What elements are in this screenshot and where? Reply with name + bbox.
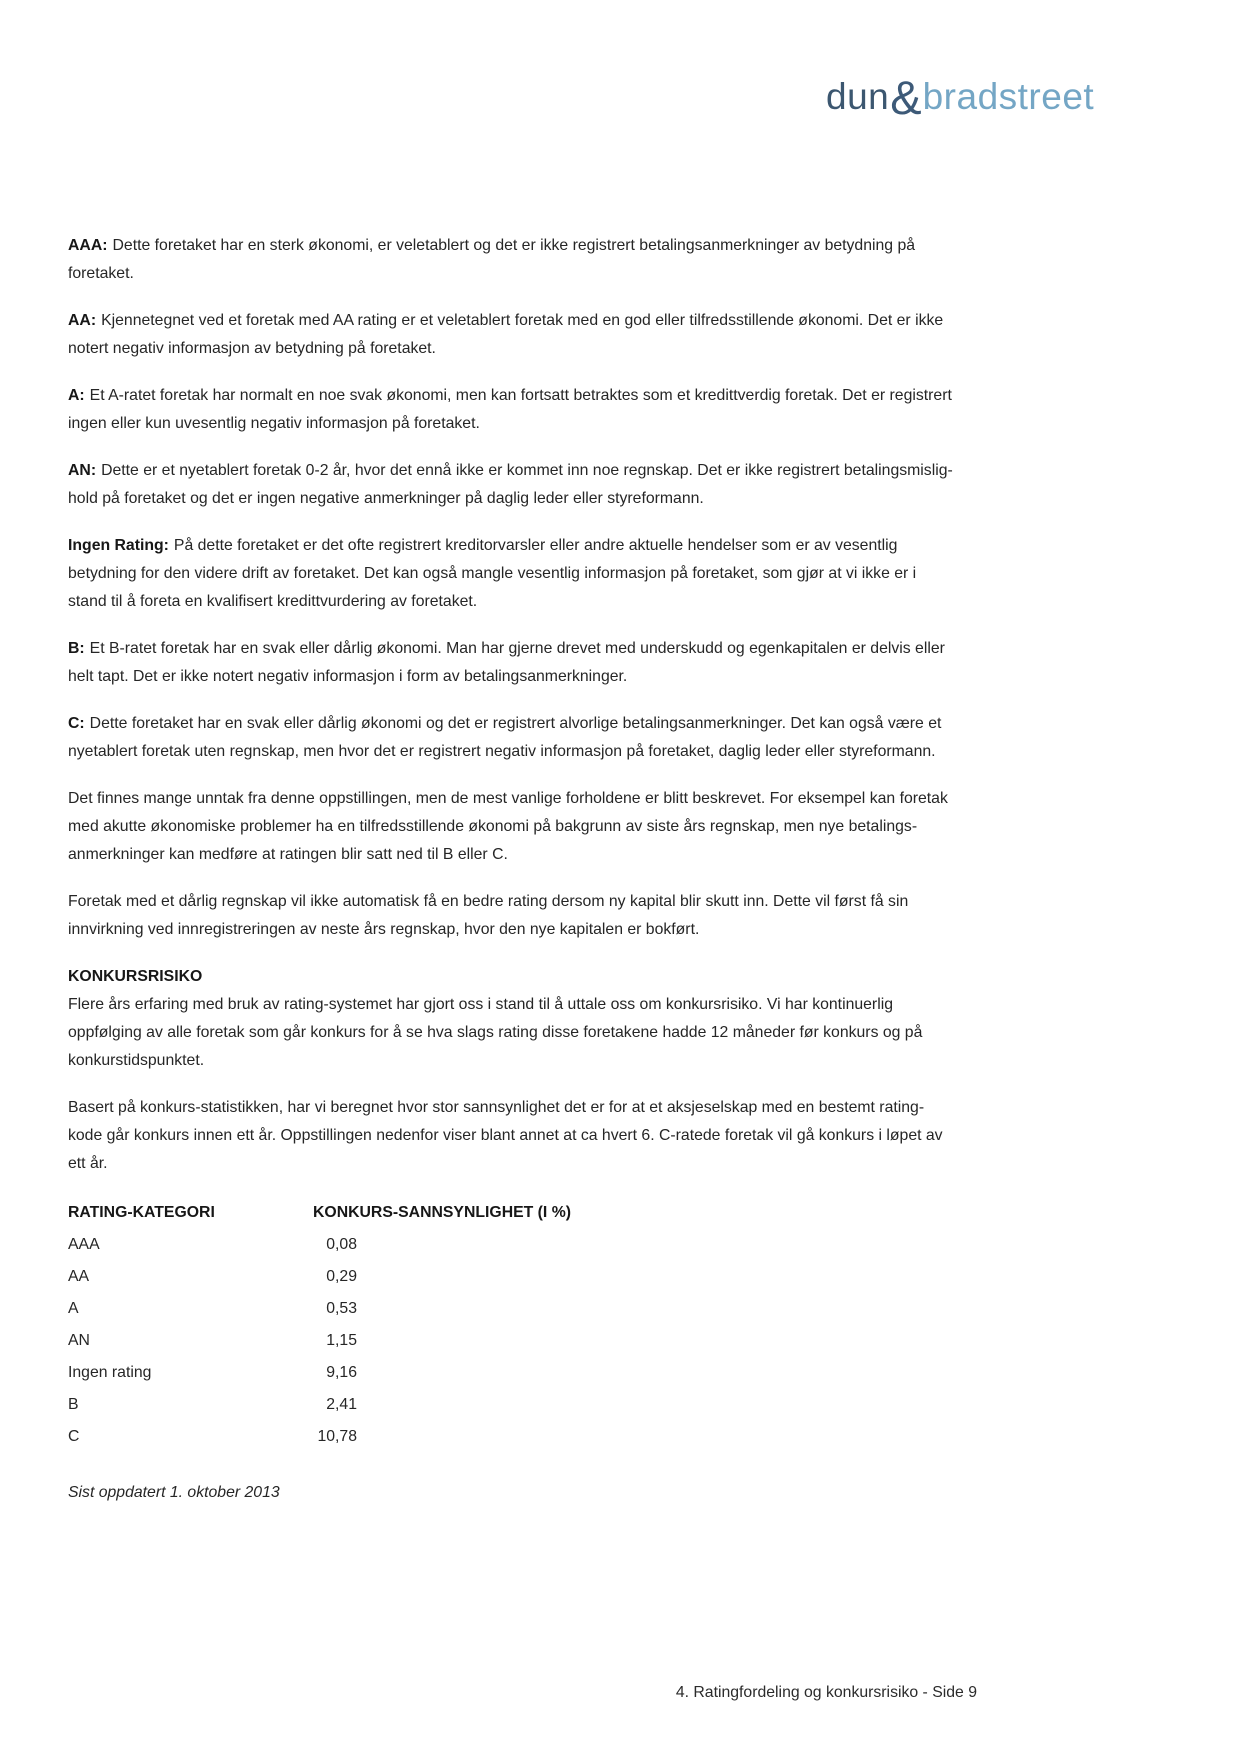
rating-category-cell: A bbox=[68, 1300, 79, 1317]
paragraph-lead: B: bbox=[68, 640, 85, 657]
rating-category-cell: AA bbox=[68, 1268, 90, 1285]
probability-cell: 0,08 bbox=[326, 1236, 357, 1253]
konkursrisiko-paragraph bbox=[68, 1094, 954, 1178]
page-footer: 4. Ratingfordeling og konkursrisiko - Side 9 bbox=[675, 1684, 977, 1701]
probability-cell: 2,41 bbox=[326, 1396, 357, 1413]
rating-definition-paragraph bbox=[68, 307, 954, 363]
paragraph-lead: AA: bbox=[68, 312, 97, 329]
rating-definition-paragraph bbox=[68, 457, 954, 513]
table-row bbox=[68, 1389, 954, 1421]
table-row bbox=[68, 1261, 954, 1293]
rating-category-cell: AAA bbox=[68, 1236, 100, 1253]
konkursrisiko-paragraph: Flere års erfaring med bruk av rating-systemet har gjort oss i stand til å uttale oss om konkursrisiko. Vi har kontinuerlig oppfølging av alle foretak som går konkurs for å se hva slags rating disse foretakene hadde 12 måneder før konkurs og på konkurstidspunktet. bbox=[68, 996, 923, 1069]
paragraph-text: Det finnes mange unntak fra denne oppstillingen, men de mest vanlige forholdene er blitt beskrevet. For eksempel kan foretak med akutte økonomiske problemer ha en tilfredsstillende økonomi på bakgrunn av siste års regnskap, men nye betalings- anmerkninger kan medføre at ratingen blir satt ned til B eller C. bbox=[68, 790, 948, 863]
document-body bbox=[68, 232, 954, 1507]
paragraph-text: Basert på konkurs-statistikken, har vi beregnet hvor stor sannsynlighet det er for at et aksjeselskap med en bestemt rating-kode går konkurs innen ett år. Oppstillingen nedenfor viser blant annet at ca hvert 6. C-ratede foretak vil gå konkurs i løpet av ett år. bbox=[68, 1099, 943, 1172]
probability-cell: 10,78 bbox=[317, 1428, 357, 1445]
paragraph-text: Dette foretaket har en svak eller dårlig økonomi og det er registrert alvorlige betalingsanmerkninger. Det kan også være et nyetablert foretak uten regnskap, men hvor det er registrert negativ informasjon på foretaket, daglig leder eller styreformann. bbox=[68, 715, 942, 760]
rating-definition-paragraph bbox=[68, 232, 954, 288]
rating-definition-paragraph bbox=[68, 382, 954, 438]
logo-ampersand-icon: & bbox=[890, 71, 922, 124]
last-updated-note: Sist oppdatert 1. oktober 2013 bbox=[68, 1484, 280, 1501]
probability-cell: 0,29 bbox=[326, 1268, 357, 1285]
paragraph-lead: AN: bbox=[68, 462, 97, 479]
paragraph-text: På dette foretaket er det ofte registrert kreditorvarsler eller andre aktuelle hendelser som er av vesentlig betydning for den videre drift av foretaket. Det kan også mangle vesentlig informasjon på foretaket, som gjør at vi ikke er i stand til å foreta en kvalifisert kredittvurdering av foretaket. bbox=[68, 537, 917, 610]
table-header-row bbox=[68, 1197, 954, 1229]
paragraph-text: Et A-ratet foretak har normalt en noe svak økonomi, men kan fortsatt betraktes som et kredittverdig foretak. Det er registrert ingen eller kun uvesentlig negativ informasjon på foretaket. bbox=[68, 387, 952, 432]
table-row bbox=[68, 1229, 954, 1261]
rating-category-cell: C bbox=[68, 1428, 80, 1445]
probability-cell: 0,53 bbox=[326, 1300, 357, 1317]
table-row bbox=[68, 1357, 954, 1389]
paragraph-lead: A: bbox=[68, 387, 85, 404]
table-row bbox=[68, 1325, 954, 1357]
general-paragraph bbox=[68, 888, 954, 944]
rating-definition-paragraph bbox=[68, 710, 954, 766]
rating-definition-paragraph bbox=[68, 532, 954, 616]
paragraph-text: Et B-ratet foretak har en svak eller dårlig økonomi. Man har gjerne drevet med underskudd og egenkapitalen er delvis eller helt tapt. Det er ikke notert negativ informasjon i form av betalingsanmerkninger. bbox=[68, 640, 945, 685]
paragraph-lead: Ingen Rating: bbox=[68, 537, 169, 554]
rating-category-cell: B bbox=[68, 1396, 79, 1413]
paragraph-text: Foretak med et dårlig regnskap vil ikke automatisk få en bedre rating dersom ny kapital blir skutt inn. Dette vil først få sin innvirkning ved innregistreringen av neste års regnskap, hvor den nye kapitalen er bokført. bbox=[68, 893, 909, 938]
konkursrisiko-heading: KONKURSRISIKO bbox=[68, 968, 203, 985]
probability-cell: 9,16 bbox=[326, 1364, 357, 1381]
general-paragraph bbox=[68, 785, 954, 869]
paragraph-text: Dette er et nyetablert foretak 0-2 år, hvor det ennå ikke er kommet inn noe regnskap. Det er ikke registrert betalingsmislig- hold på foretaket og det er ingen negative anmerkninger på daglig leder eller styreformann. bbox=[68, 462, 953, 507]
paragraph-text: Kjennetegnet ved et foretak med AA rating er et veletablert foretak med en god eller tilfredsstillende økonomi. Det er ikke notert negativ informasjon av betydning på foretaket. bbox=[68, 312, 944, 357]
logo-word-dun: dun bbox=[826, 76, 890, 117]
rating-category-header: RATING-KATEGORI bbox=[68, 1204, 215, 1221]
table-row bbox=[68, 1293, 954, 1325]
probability-cell: 1,15 bbox=[326, 1332, 357, 1349]
paragraph-lead: AAA: bbox=[68, 237, 108, 254]
paragraph-lead: C: bbox=[68, 715, 85, 732]
rating-category-cell: AN bbox=[68, 1332, 90, 1349]
paragraph-text: Dette foretaket har en sterk økonomi, er veletablert og det er ikke registrert betalingsanmerkninger av betydning på foretaket. bbox=[68, 237, 916, 282]
rating-probability-table bbox=[68, 1197, 954, 1453]
probability-header: KONKURS-SANNSYNLIGHET (I %) bbox=[313, 1204, 572, 1221]
dun-bradstreet-logo bbox=[826, 71, 1095, 124]
konkursrisiko-section bbox=[68, 963, 954, 1075]
table-row bbox=[68, 1421, 954, 1453]
logo-word-bradstreet: bradstreet bbox=[922, 76, 1095, 117]
rating-definition-paragraph bbox=[68, 635, 954, 691]
rating-category-cell: Ingen rating bbox=[68, 1364, 152, 1381]
